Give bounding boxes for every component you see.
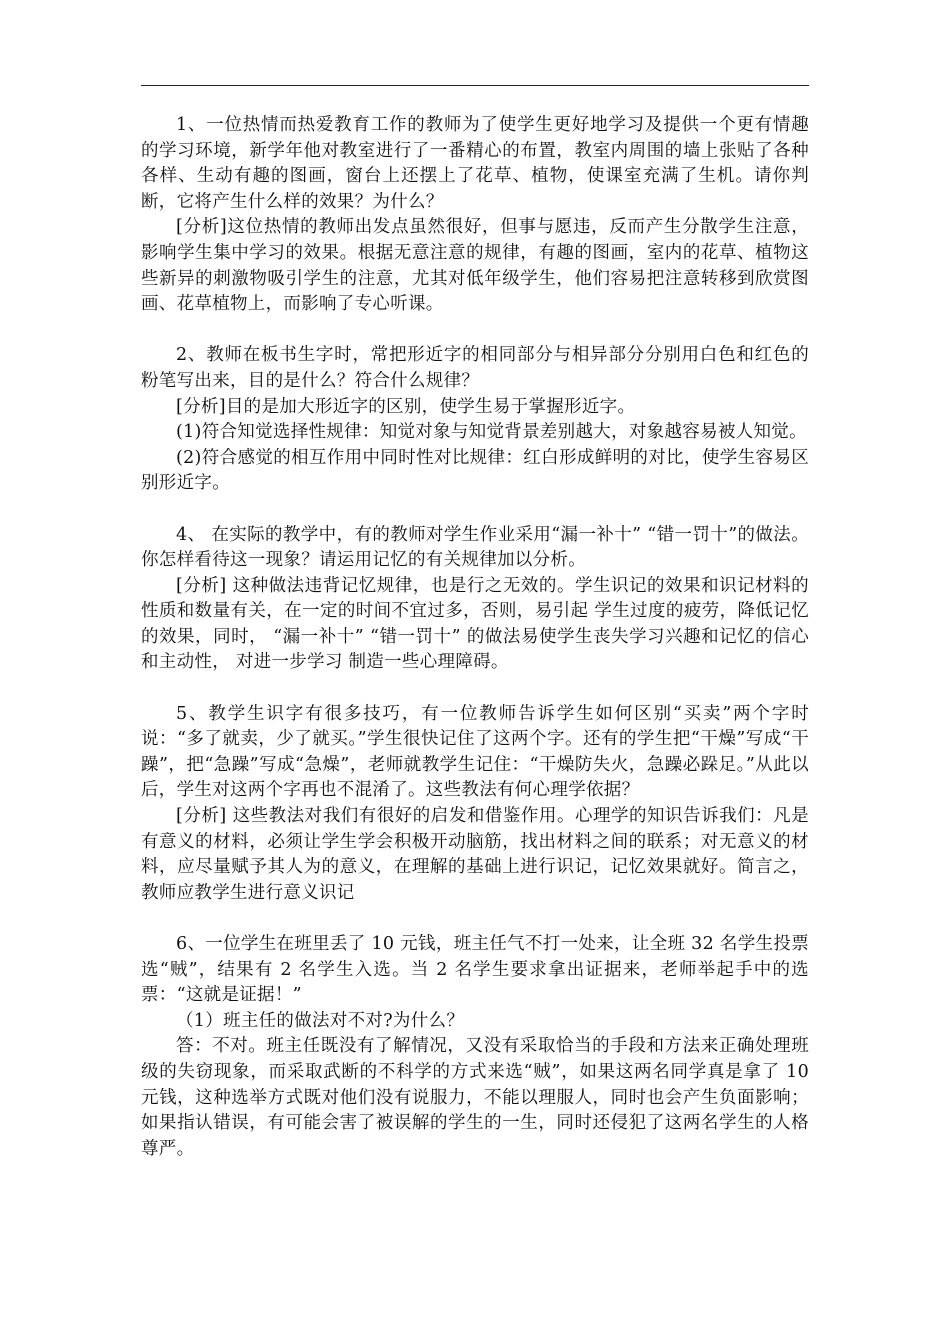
q6-subquestion-1: （1）班主任的做法对不对?为什么？ [176, 1010, 465, 1031]
paragraph-gap [141, 497, 809, 523]
header-rule [141, 85, 809, 86]
paragraph-gap [141, 906, 809, 932]
q1-question: 1、一位热情而热爱教育工作的教师为了使学生更好地学习及提供一个更有情趣的学习环境，新学年他对教室进行了一番精心的布置，教室内周围的墙上张贴了各种各样、生动有趣的图画，窗台上还摆上了花草、植物，使课室充满了生机。请你判断，它将产生什么样的效果？为什么？ [141, 115, 809, 212]
paragraph-gap [141, 676, 809, 702]
q5-analysis: [分析] 这些教法对我们有很好的启发和借鉴作用。心理学的知识告诉我们：凡是有意义的材料，必须让学生学会积极开动脑筋，找出材料之间的联系；对无意义的材料，应尽量赋予其人为的意义，在理解的基础上进行识记，记忆效果就好。简言之，教师应教学生进行意义识记 [141, 806, 809, 903]
q5-question: 5、教学生识字有很多技巧，有一位教师告诉学生如何区别“买卖”两个字时说：“多了就卖，少了就买。”学生很快记住了这两个字。还有的学生把“干燥”写成“干躁”，把“急躁”写成“急燥”，老师就教学生记住：“干燥防失火，急躁必跺足。”从此以后，学生对这两个字再也不混淆了。这些教法有何心理学依据？ [141, 703, 809, 801]
q2-point-1: (1)符合知觉选择性规律：知觉对象与知觉背景差别越大，对象越容易被人知觉。 [176, 422, 807, 443]
q2-question: 2、教师在板书生字时，常把形近字的相同部分与相异部分分别用白色和红色的粉笔写出来，目的是什么？符合什么规律？ [141, 345, 809, 391]
q1-analysis: [分析]这位热情的教师出发点虽然很好，但事与愿违，反而产生分散学生注意，影响学生集中学习的效果。根据无意注意的规律，有趣的图画，室内的花草、植物这些新异的刺激物吸引学生的注意，尤其对低年级学生，他们容易把注意转移到欣赏图画、花草植物上，而影响了专心听课。 [141, 217, 809, 315]
q6-answer-1: 答：不对。班主任既没有了解情况，又没有采取恰当的手段和方法来正确处理班级的失窃现象，而采取武断的不科学的方式来选“贼”，如果这两名同学真是拿了 10 元钱，这种选举方式既对他们没有说服力，不能以理服人，同时也会产生负面影响；如果指认错误，有可能会害了被误解的学生的一生，同时还侵犯了这两名学生的人格尊严。 [141, 1036, 809, 1159]
q4-analysis: [分析] 这种做法违背记忆规律，也是行之无效的。学生识记的效果和识记材料的性质和数量有关，在一定的时间不宜过多，否则，易引起 学生过度的疲劳，降低记忆的效果，同时， “漏一补十” “错一罚十” 的做法易使学生丧失学习兴趣和记忆的信心和主动性， 对进一步学习 制造一些心理障碍。 [141, 575, 809, 673]
document-body [141, 113, 809, 1162]
q4-question: 4、 在实际的教学中，有的教师对学生作业采用“漏一补十” “错一罚十”的做法。你怎样看待这一现象？请运用记忆的有关规律加以分析。 [141, 524, 809, 571]
q6-question: 6、一位学生在班里丢了 10 元钱，班主任气不打一处来，让全班 32 名学生投票选“贼”，结果有 2 名学生入选。当 2 名学生要求拿出证据来，老师举起手中的选票：“这就是证据！” [141, 934, 809, 1006]
q2-point-2: (2)符合感觉的相互作用中同时性对比规律：红白形成鲜明的对比，使学生容易区别形近字。 [141, 447, 809, 494]
q2-analysis: [分析]目的是加大形近字的区别，使学生易于掌握形近字。 [176, 396, 636, 417]
paragraph-gap [141, 318, 809, 344]
